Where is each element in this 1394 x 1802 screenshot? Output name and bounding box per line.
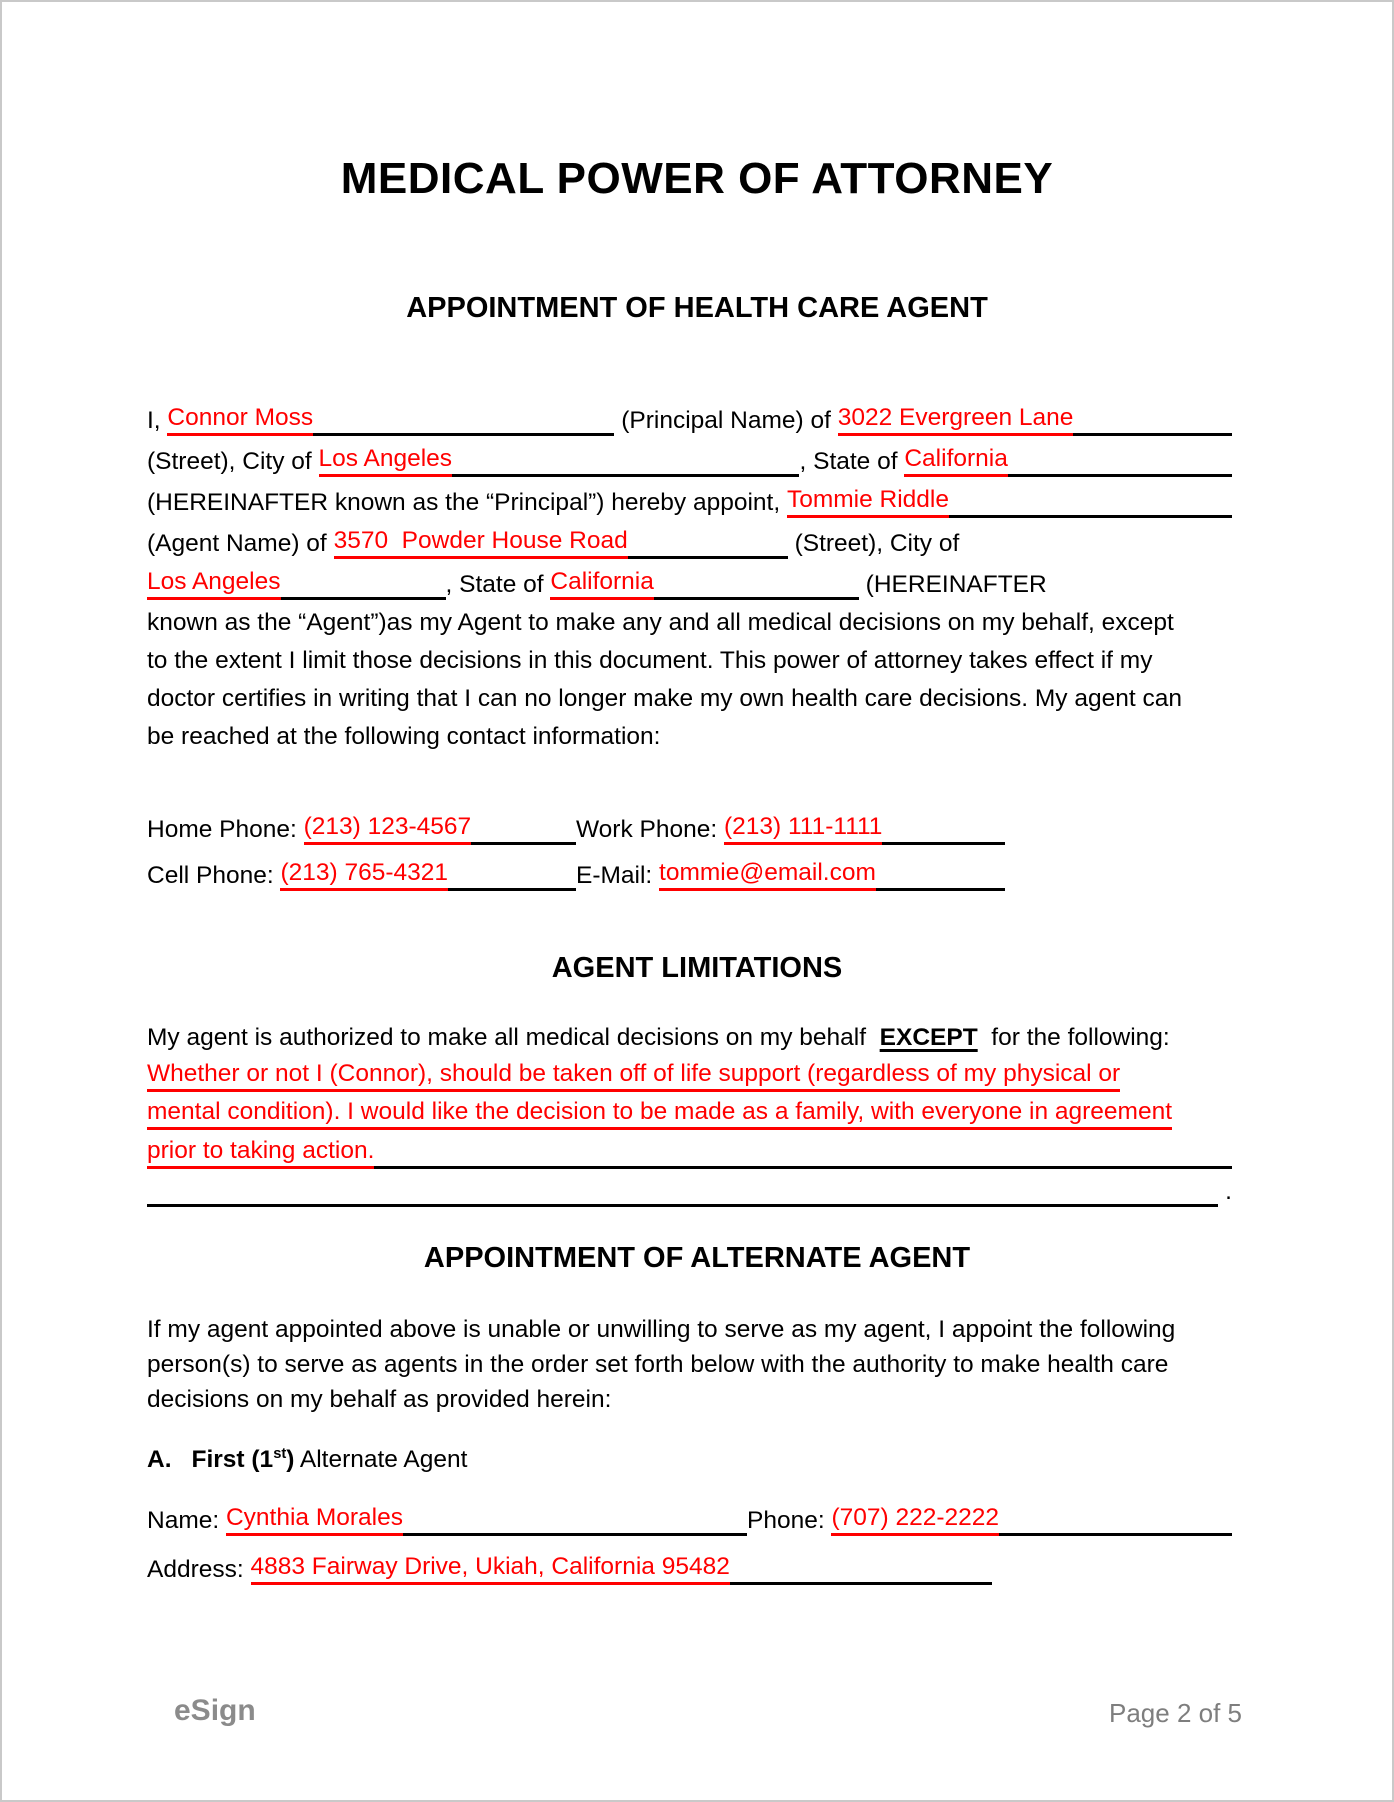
- paragraph-text-line: [147, 607, 1232, 638]
- ordinal-superscript: st: [273, 1446, 287, 1462]
- email-label: E-Mail:: [576, 862, 660, 889]
- blank-line[interactable]: [949, 484, 1232, 518]
- static-text: , State of: [799, 448, 905, 475]
- static-text: known as the “Agent”)as my Agent to make any and all medical decisions on my behalf, except: [147, 609, 1174, 636]
- limitations-text-field[interactable]: mental condition). I would like the decision to be made as a family, with everyone in agreement: [147, 1096, 1172, 1130]
- document-title: MEDICAL POWER OF ATTORNEY: [340, 154, 1054, 203]
- agent-street-field[interactable]: 3570 Powder House Road: [334, 525, 628, 559]
- static-text: (HEREINAFTER known as the “Principal”) hereby appoint,: [147, 489, 787, 516]
- static-text: I,: [147, 407, 168, 434]
- blank-line[interactable]: [999, 1502, 1232, 1536]
- blank-line[interactable]: [1073, 402, 1232, 436]
- item-title-rest: Alternate Agent: [294, 1446, 468, 1474]
- limitations-intro-line: [147, 1022, 1232, 1053]
- blank-line[interactable]: [654, 566, 859, 600]
- limitations-empty-line: [147, 1173, 1232, 1207]
- name-cell: [147, 1502, 747, 1536]
- first-alternate-agent-item: [147, 1439, 1232, 1475]
- esign-logo: eSign: [174, 1694, 256, 1727]
- blank-line[interactable]: [471, 811, 576, 845]
- blank-line[interactable]: [452, 443, 799, 477]
- paragraph-text-line: [147, 645, 1232, 676]
- home-phone-field[interactable]: (213) 123-4567: [304, 811, 472, 845]
- blank-line[interactable]: [281, 566, 446, 600]
- address-label: Address:: [147, 1556, 251, 1583]
- form-line-agent-city-state: [147, 566, 1232, 600]
- paragraph-text-line: [147, 683, 1232, 714]
- name-label: Name:: [147, 1507, 226, 1534]
- phone-cell: [747, 1502, 1232, 1536]
- static-text: (Street), City of: [147, 448, 319, 475]
- blank-line[interactable]: [313, 402, 614, 436]
- limitations-filled-line: [147, 1058, 1232, 1092]
- blank-line[interactable]: [882, 811, 1005, 845]
- email-field[interactable]: tommie@email.com: [659, 857, 876, 891]
- page-number: Page 2 of 5: [1109, 1698, 1242, 1728]
- contact-row-2: [147, 857, 1007, 891]
- email-cell: [576, 857, 1005, 891]
- limitations-filled-line: [147, 1135, 1232, 1169]
- paragraph-text-line: If my agent appointed above is unable or unwilling to serve as my agent, I appoint the following: [147, 1316, 1176, 1343]
- alternate-name-field[interactable]: Cynthia Morales: [226, 1502, 403, 1536]
- alternate-agent-paragraph: [147, 1314, 1232, 1419]
- agent-city-field[interactable]: Los Angeles: [147, 566, 281, 600]
- static-text: .: [1218, 1178, 1232, 1205]
- static-text: for the following:: [984, 1024, 1170, 1051]
- work-phone-field[interactable]: (213) 111-1111: [724, 811, 882, 845]
- alternate-agent-address-row: [147, 1551, 992, 1585]
- blank-line[interactable]: [730, 1551, 992, 1585]
- limitations-text-field[interactable]: Whether or not I (Connor), should be taken off of life support (regardless of my physical or: [147, 1058, 1120, 1092]
- static-text: doctor certifies in writing that I can no longer make my own health care decisions. My agent can: [147, 685, 1182, 712]
- alternate-phone-field[interactable]: (707) 222-2222: [831, 1502, 999, 1536]
- principal-appointment-paragraph: [147, 402, 1232, 759]
- alternate-agent-name-row: [147, 1502, 1232, 1536]
- static-text: (Agent Name) of: [147, 530, 334, 557]
- principal-name-field[interactable]: Connor Moss: [167, 402, 313, 436]
- item-title-bold: [192, 1439, 295, 1475]
- work-phone-label: Work Phone:: [576, 816, 724, 843]
- static-text: , State of: [445, 571, 551, 598]
- static-text: be reached at the following contact information:: [147, 723, 661, 750]
- blank-line[interactable]: [374, 1135, 1232, 1169]
- form-line-agent-street: [147, 525, 1232, 559]
- static-text: (Principal Name) of: [614, 407, 838, 434]
- paragraph-text-line: decisions on my behalf as provided herein:: [147, 1386, 612, 1413]
- home-phone-cell: [147, 811, 576, 845]
- static-text: My agent is authorized to make all medical decisions on my behalf: [147, 1024, 873, 1051]
- cell-phone-field[interactable]: (213) 765-4321: [280, 857, 448, 891]
- home-phone-label: Home Phone:: [147, 816, 304, 843]
- blank-line[interactable]: [1008, 443, 1232, 477]
- form-line-principal-name: [147, 402, 1232, 436]
- phone-label: Phone:: [747, 1507, 832, 1534]
- item-title-close: ): [286, 1446, 295, 1474]
- paragraph-text-line: person(s) to serve as agents in the order set forth below with the authority to make health care: [147, 1351, 1169, 1378]
- blank-line[interactable]: [448, 857, 576, 891]
- principal-state-field[interactable]: California: [904, 443, 1008, 477]
- section-heading-health-care-agent: APPOINTMENT OF HEALTH CARE AGENT: [406, 292, 988, 324]
- work-phone-cell: [576, 811, 1005, 845]
- alternate-address-field[interactable]: 4883 Fairway Drive, Ukiah, California 95482: [251, 1551, 730, 1585]
- form-line-principal-city-state: [147, 443, 1232, 477]
- agent-limitations-paragraph: [147, 1022, 1232, 1212]
- static-text: (Street), City of: [787, 530, 960, 557]
- static-text: (HEREINAFTER: [858, 571, 1047, 598]
- blank-line[interactable]: [403, 1502, 747, 1536]
- agent-name-field[interactable]: Tommie Riddle: [787, 484, 949, 518]
- cell-phone-label: Cell Phone:: [147, 862, 281, 889]
- static-text: to the extent I limit those decisions in this document. This power of attorney takes effect if my: [147, 647, 1153, 674]
- agent-contact-info: [147, 811, 1007, 903]
- blank-line[interactable]: [876, 857, 1005, 891]
- blank-line[interactable]: [628, 525, 788, 559]
- section-heading-alternate-agent: APPOINTMENT OF ALTERNATE AGENT: [423, 1242, 971, 1274]
- except-emphasis: EXCEPT: [879, 1024, 978, 1051]
- contact-row-1: [147, 811, 1007, 845]
- limitations-text-field[interactable]: prior to taking action.: [147, 1135, 374, 1169]
- section-heading-agent-limitations: AGENT LIMITATIONS: [551, 952, 843, 984]
- limitations-filled-line: [147, 1096, 1232, 1130]
- item-title-text: First (1: [191, 1446, 274, 1474]
- form-line-agent-name: [147, 484, 1232, 518]
- principal-street-field[interactable]: 3022 Evergreen Lane: [838, 402, 1074, 436]
- paragraph-text-line: [147, 721, 1232, 752]
- principal-city-field[interactable]: Los Angeles: [319, 443, 453, 477]
- blank-line[interactable]: [147, 1173, 1218, 1207]
- item-letter: A.: [147, 1446, 172, 1474]
- agent-state-field[interactable]: California: [550, 566, 654, 600]
- cell-phone-cell: [147, 857, 576, 891]
